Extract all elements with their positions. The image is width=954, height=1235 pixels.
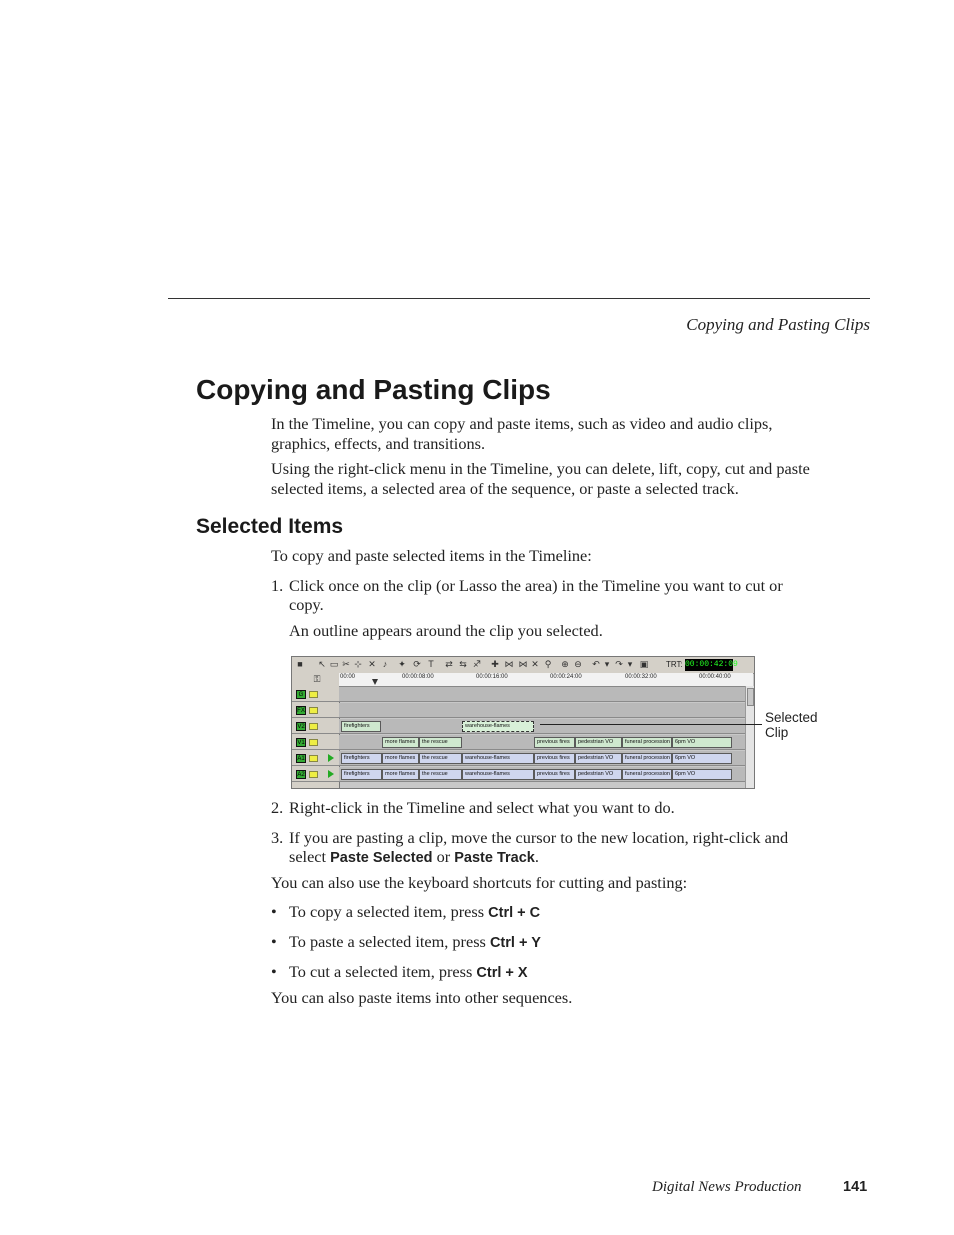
clip[interactable]: previous fires — [534, 737, 575, 748]
page-number: 141 — [843, 1179, 868, 1195]
step-1-result: An outline appears around the clip you selected. — [289, 621, 603, 640]
track-v2[interactable] — [339, 719, 753, 734]
shortcuts-lead: You can also use the keyboard shortcuts for cutting and pasting: — [271, 873, 688, 892]
step-2 — [271, 798, 816, 817]
clip[interactable]: funeral procession — [622, 737, 672, 748]
running-title: Copying and Pasting Clips — [686, 315, 870, 334]
clip[interactable]: the rescue — [419, 737, 462, 748]
step-text — [289, 828, 816, 868]
track-label: A1 — [297, 756, 305, 762]
save-icon[interactable]: ■ — [297, 659, 303, 669]
bullet-paste — [271, 932, 816, 953]
clip[interactable]: previous fires — [534, 769, 575, 780]
callout-text: Selected Clip — [765, 710, 818, 740]
track-label: FX — [297, 708, 305, 714]
sync-lock-icon[interactable]: ⚿ — [313, 674, 321, 684]
track-a1[interactable] — [339, 751, 753, 766]
refresh-icon[interactable]: ⟳ — [413, 659, 421, 669]
transition-icon[interactable]: ⇄ — [445, 659, 453, 669]
ruler-label: 00:00:32:00 — [625, 674, 657, 680]
effects-icon[interactable]: ✦ — [398, 659, 406, 669]
selected-clip-callout — [765, 711, 825, 740]
play-icon[interactable] — [328, 754, 334, 762]
vertical-scrollbar[interactable] — [745, 686, 755, 789]
bullet-copy — [271, 902, 816, 923]
bullet-icon: • — [271, 902, 277, 921]
clip[interactable]: funeral procession — [622, 769, 672, 780]
shortcut-key: Ctrl + C — [488, 905, 541, 921]
section-lead: To copy and paste selected items in the Timeline: — [271, 546, 592, 565]
brush-icon[interactable]: ⚲ — [544, 659, 552, 669]
bullet-text — [289, 902, 816, 923]
bullet-text — [289, 962, 816, 983]
in-out-icon[interactable]: ⋈ — [504, 659, 514, 669]
zoom-in-icon[interactable]: ⊕ — [561, 659, 569, 669]
lock-icon[interactable] — [309, 691, 318, 698]
clip[interactable]: warehouse-flames — [462, 769, 534, 780]
track-a2[interactable] — [339, 767, 753, 782]
clip[interactable]: more flames — [382, 737, 419, 748]
bullet-cut — [271, 962, 816, 983]
scrollbar-thumb[interactable] — [747, 688, 754, 706]
clip[interactable]: the rescue — [419, 753, 462, 764]
clip[interactable]: 6pm VO — [672, 769, 732, 780]
clip[interactable]: pedestrian VO — [575, 737, 622, 748]
lock-icon[interactable] — [309, 739, 318, 746]
timeline-screenshot — [291, 656, 755, 789]
track-header-g[interactable] — [292, 687, 339, 702]
lock-icon[interactable] — [309, 755, 318, 762]
run-icon[interactable]: ♐ — [472, 659, 482, 669]
zoom-out-icon[interactable]: ⊖ — [574, 659, 582, 669]
timeline-toolbar — [292, 657, 754, 674]
callout-line — [540, 724, 762, 725]
clip[interactable]: firefighters — [341, 769, 382, 780]
bullet-text-part: To cut a selected item, press — [289, 962, 477, 981]
page-title: Copying and Pasting Clips — [196, 374, 551, 405]
timeline-ruler[interactable] — [339, 673, 753, 687]
track-label: G — [296, 690, 306, 699]
clip[interactable]: more flames — [382, 753, 419, 764]
ruler-label: 00:00:40:00 — [699, 674, 731, 680]
step-text: Click once on the clip (or Lasso the area) in the Timeline you want to cut or copy. — [289, 576, 783, 614]
playhead-marker[interactable] — [372, 679, 378, 685]
step-3 — [271, 828, 816, 868]
bullet-text — [289, 932, 816, 953]
clip[interactable]: previous fires — [534, 753, 575, 764]
bullet-text-part: To copy a selected item, press — [289, 902, 489, 921]
properties-icon[interactable]: ▣ — [639, 659, 649, 669]
ruler-label: 00:00 — [340, 674, 356, 680]
section-heading: Selected Items — [196, 515, 344, 538]
marker-icon[interactable]: ✚ — [491, 659, 499, 669]
step-number: 1. — [271, 576, 284, 595]
step-text-part: . — [534, 847, 539, 866]
closing-paragraph: You can also paste items into other sequences. — [271, 988, 573, 1007]
track-header-a1[interactable] — [292, 751, 339, 766]
footer-book-title: Digital News Production — [652, 1179, 802, 1195]
split-icon[interactable]: ⊹ — [354, 659, 362, 669]
step-1 — [271, 576, 816, 614]
lock-icon[interactable] — [309, 771, 318, 778]
lock-icon[interactable] — [309, 707, 318, 714]
step-text: Right-click in the Timeline and select what you want to do. — [289, 798, 675, 817]
clip[interactable]: more flames — [382, 769, 419, 780]
track-g[interactable] — [339, 687, 753, 702]
clip[interactable]: pedestrian VO — [575, 753, 622, 764]
ruler-label: 00:00:24:00 — [550, 674, 582, 680]
lasso-icon[interactable]: ▭ — [329, 659, 339, 669]
clip[interactable]: firefighters — [341, 753, 382, 764]
undo-icon[interactable]: ↶ — [592, 659, 600, 669]
step-text-part: If you are pasting a clip, move the cursor to the new location, right-click and select — [289, 828, 789, 866]
paste-selected-command: Paste Selected — [330, 850, 433, 866]
step-number: 3. — [271, 828, 284, 847]
trt-label: TRT: — [666, 660, 683, 669]
swap-icon[interactable]: ⇆ — [459, 659, 467, 669]
chevron-down-icon[interactable]: ▾ — [627, 659, 633, 669]
track-header-v1[interactable] — [292, 735, 339, 750]
audio-icon[interactable]: ♪ — [382, 659, 388, 669]
selected-clip[interactable]: warehouse-flames — [462, 721, 534, 732]
step-number: 2. — [271, 798, 284, 817]
bullet-icon: • — [271, 932, 277, 951]
track-label: V1 — [297, 740, 305, 746]
text-icon[interactable]: T — [428, 659, 434, 669]
intro-paragraph-1: In the Timeline, you can copy and paste items, such as video and audio clips, graphics, effects, and transitions. — [271, 414, 773, 453]
ruler-label: 00:00:16:00 — [476, 674, 508, 680]
header-rule — [168, 298, 870, 299]
chevron-down-icon[interactable]: ▾ — [604, 659, 610, 669]
pointer-icon[interactable]: ↖ — [318, 659, 326, 669]
clip[interactable]: 6pm VO — [672, 737, 732, 748]
track-header-fx[interactable] — [292, 703, 339, 718]
track-label: A2 — [297, 772, 305, 778]
track-fx[interactable] — [339, 703, 753, 718]
close-red-icon[interactable]: ✕ — [531, 659, 539, 669]
clip[interactable]: firefighters — [341, 721, 381, 732]
track-header-v2[interactable] — [292, 719, 339, 734]
shortcut-key: Ctrl + X — [476, 965, 528, 981]
delete-icon[interactable]: ✕ — [368, 659, 376, 669]
step-text-part: or — [432, 847, 455, 866]
lock-icon[interactable] — [309, 723, 318, 730]
redo-icon[interactable]: ↷ — [615, 659, 623, 669]
scissors-icon[interactable]: ✂ — [342, 659, 350, 669]
clip[interactable]: the rescue — [419, 769, 462, 780]
intro-paragraph-2: Using the right-click menu in the Timeline, you can delete, lift, copy, cut and paste selected items, a selected area of the sequence, or paste a selected track. — [271, 459, 810, 498]
track-header-a2[interactable] — [292, 767, 339, 782]
clip[interactable]: pedestrian VO — [575, 769, 622, 780]
play-icon[interactable] — [328, 770, 334, 778]
trt-display: 00:00:42:09 — [685, 660, 738, 669]
clip[interactable]: 6pm VO — [672, 753, 732, 764]
clip[interactable]: warehouse-flames — [462, 753, 534, 764]
trim-icon[interactable]: ⋈ — [518, 659, 528, 669]
track-v1[interactable] — [339, 735, 753, 750]
clip[interactable]: funeral procession — [622, 753, 672, 764]
bullet-icon: • — [271, 962, 277, 981]
shortcut-key: Ctrl + Y — [489, 935, 541, 951]
track-label: V2 — [297, 724, 305, 730]
paste-track-command: Paste Track — [454, 850, 535, 866]
ruler-label: 00:00:08:00 — [402, 674, 434, 680]
bullet-text-part: To paste a selected item, press — [289, 932, 490, 951]
